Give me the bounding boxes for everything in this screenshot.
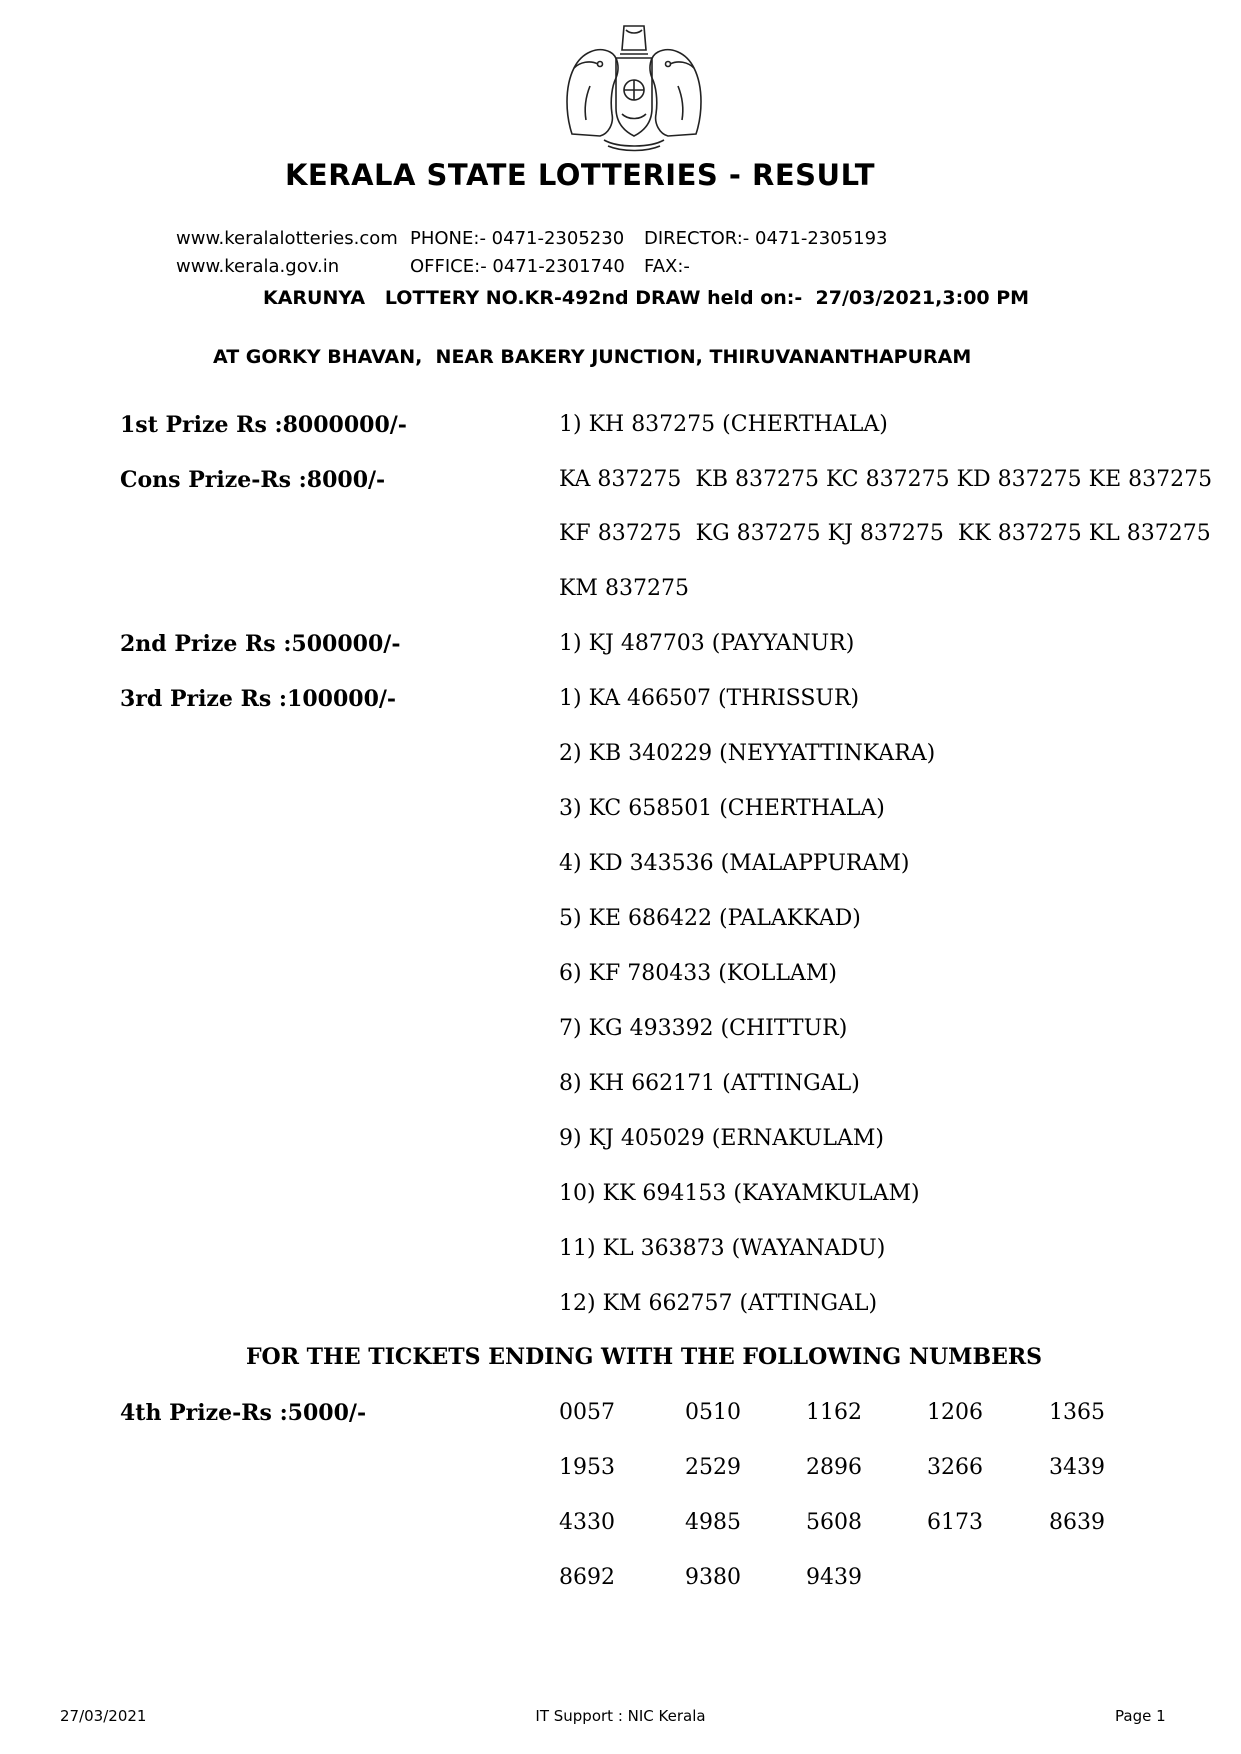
- fourth-prize-number: 1953: [559, 1455, 615, 1480]
- draw-venue: AT GORKY BHAVAN, NEAR BAKERY JUNCTION, THIRUVANANTHAPURAM: [213, 346, 972, 368]
- fourth-prize-number: 4330: [559, 1510, 615, 1535]
- fourth-prize-number: 1365: [1049, 1400, 1105, 1425]
- third-prize-winner: 7) KG 493392 (CHITTUR): [559, 1016, 848, 1041]
- footer-page-number: Page 1: [1115, 1707, 1166, 1725]
- fourth-prize-number: 8639: [1049, 1510, 1105, 1535]
- office-number: OFFICE:- 0471-2301740: [410, 256, 625, 277]
- third-prize-winner: 6) KF 780433 (KOLLAM): [559, 961, 837, 986]
- footer-date: 27/03/2021: [60, 1707, 147, 1725]
- fourth-prize-number: 8692: [559, 1565, 615, 1590]
- third-prize-winner: 5) KE 686422 (PALAKKAD): [559, 906, 861, 931]
- fourth-prize-number: 9439: [806, 1565, 862, 1590]
- second-prize-winner: 1) KJ 487703 (PAYYANUR): [559, 631, 855, 656]
- third-prize-winner: 10) KK 694153 (KAYAMKULAM): [559, 1181, 920, 1206]
- cons-prize-line: KA 837275 KB 837275 KC 837275 KD 837275 KE 837275: [559, 467, 1213, 492]
- fourth-prize-number: 2896: [806, 1455, 862, 1480]
- third-prize-winner: 3) KC 658501 (CHERTHALA): [559, 796, 885, 821]
- fourth-prize-number: 2529: [685, 1455, 741, 1480]
- third-prize-winner: 9) KJ 405029 (ERNAKULAM): [559, 1126, 884, 1151]
- website-link-kerala-gov[interactable]: www.kerala.gov.in: [176, 256, 340, 277]
- ending-numbers-heading: FOR THE TICKETS ENDING WITH THE FOLLOWING NUMBERS: [245, 1344, 1043, 1370]
- third-prize-label: 3rd Prize Rs :100000/-: [120, 686, 397, 712]
- third-prize-winner: 8) KH 662171 (ATTINGAL): [559, 1071, 860, 1096]
- fourth-prize-number: 6173: [927, 1510, 983, 1535]
- first-prize-winner: 1) KH 837275 (CHERTHALA): [559, 412, 888, 437]
- page-title: KERALA STATE LOTTERIES - RESULT: [284, 158, 876, 192]
- website-link-keralalotteries[interactable]: www.keralalotteries.com: [176, 228, 398, 249]
- fourth-prize-number: 4985: [685, 1510, 741, 1535]
- kerala-emblem-icon: [560, 16, 708, 152]
- cons-prize-line: KF 837275 KG 837275 KJ 837275 KK 837275 KL 837275: [559, 521, 1211, 546]
- draw-info: KARUNYA LOTTERY NO.KR-492nd DRAW held on:- 27/03/2021,3:00 PM: [263, 287, 1030, 309]
- third-prize-winner: 4) KD 343536 (MALAPPURAM): [559, 851, 910, 876]
- fourth-prize-number: 3439: [1049, 1455, 1105, 1480]
- third-prize-winner: 12) KM 662757 (ATTINGAL): [559, 1291, 878, 1316]
- cons-prize-label: Cons Prize-Rs :8000/-: [120, 467, 386, 493]
- director-number: DIRECTOR:- 0471-2305193: [644, 228, 888, 249]
- fourth-prize-label: 4th Prize-Rs :5000/-: [120, 1400, 367, 1426]
- fourth-prize-number: 5608: [806, 1510, 862, 1535]
- fourth-prize-number: 0057: [559, 1400, 615, 1425]
- first-prize-label: 1st Prize Rs :8000000/-: [120, 412, 407, 438]
- second-prize-label: 2nd Prize Rs :500000/-: [120, 631, 401, 657]
- fourth-prize-number: 9380: [685, 1565, 741, 1590]
- fourth-prize-number: 3266: [927, 1455, 983, 1480]
- third-prize-winner: 1) KA 466507 (THRISSUR): [559, 686, 860, 711]
- fourth-prize-number: 0510: [685, 1400, 741, 1425]
- fourth-prize-number: 1162: [806, 1400, 862, 1425]
- cons-prize-line: KM 837275: [559, 576, 689, 601]
- footer-support: IT Support : NIC Kerala: [535, 1707, 706, 1725]
- third-prize-winner: 2) KB 340229 (NEYYATTINKARA): [559, 741, 936, 766]
- fax-number: FAX:-: [644, 256, 690, 277]
- phone-number: PHONE:- 0471-2305230: [410, 228, 625, 249]
- fourth-prize-number: 1206: [927, 1400, 983, 1425]
- third-prize-winner: 11) KL 363873 (WAYANADU): [559, 1236, 886, 1261]
